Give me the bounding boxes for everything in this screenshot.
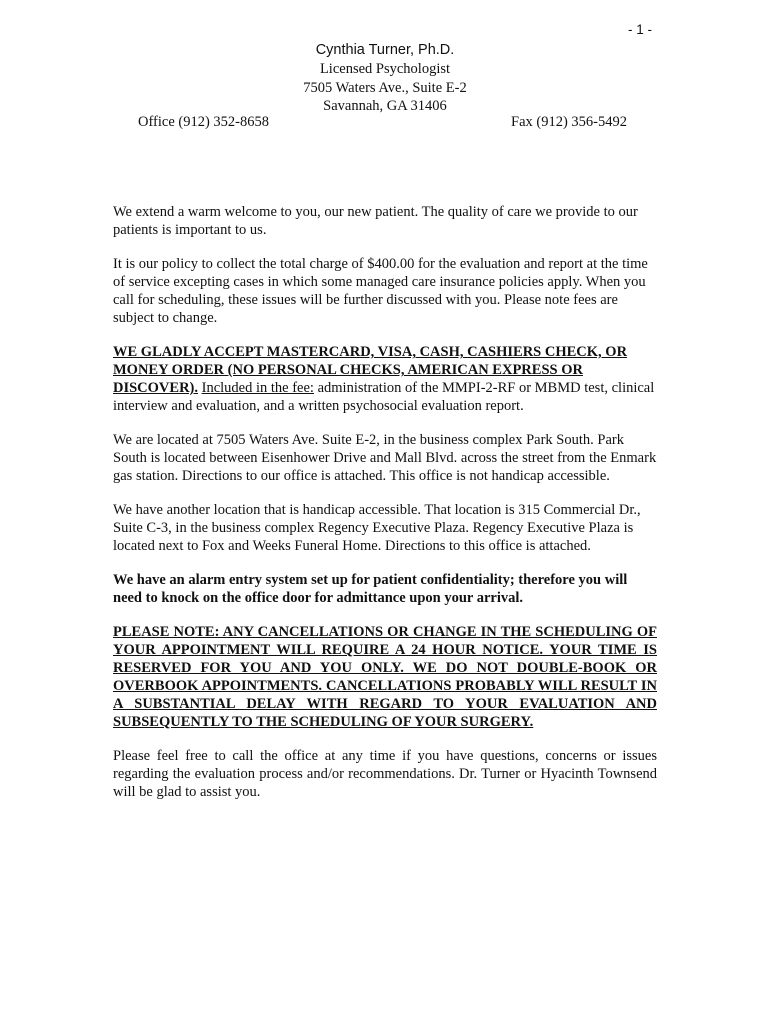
alarm-paragraph: We have an alarm entry system set up for patient confidentiality; therefore you will need to knock on the office door for admittance upon your arrival. [113, 572, 628, 606]
page-number: - 1 - [627, 22, 652, 37]
address-line-2: Savannah, GA 31406 [323, 98, 447, 114]
payment-paragraph [113, 343, 657, 415]
letter-body [113, 203, 657, 817]
doctor-name: Cynthia Turner, Ph.D. [315, 42, 455, 58]
doctor-title: Licensed Psychologist [319, 61, 451, 77]
office-phone: Office (912) 352-8658 [138, 114, 270, 130]
fax-number: Fax (912) 356-5492 [511, 114, 627, 130]
cancellation-notice: PLEASE NOTE: ANY CANCELLATIONS OR CHANGE IN THE SCHEDULING OF YOUR APPOINTMENT WILL REQUIRE A 24 HOUR NOTICE. YOUR TIME IS RESERVED FOR YOU AND YOU ONLY. WE DO NOT DOUBLE-BOOK OR OVERBOOK APPOINTMENTS. CANCELLATIONS PROBABLY WILL RESULT IN A SUBSTANTIAL DELAY WITH REGARD TO YOUR EVALUATION AND SUBSEQUENTLY TO THE SCHEDULING OF YOUR SURGERY. [113, 624, 657, 730]
welcome-paragraph: We extend a warm welcome to you, our new patient. The quality of care we provide to our patients is important to us. [113, 204, 638, 238]
address-line-1: 7505 Waters Ave., Suite E-2 [303, 79, 467, 96]
policy-paragraph: It is our policy to collect the total charge of $400.00 for the evaluation and report at the time of service excepting cases in which some managed care insurance policies apply. When you call for scheduling, these issues will be further discussed with you. Please note fees are subject to change. [113, 256, 648, 326]
letterhead [0, 40, 770, 116]
included-label: Included in the fee: [201, 380, 314, 396]
location-paragraph-1: We are located at 7505 Waters Ave. Suite E-2, in the business complex Park South. Park South is located between Eisenhower Drive and Mall Blvd. across the street from the Enmark gas station. Directions to our office is attached. This office is not handicap accessible. [113, 432, 657, 484]
location-paragraph-2: We have another location that is handicap accessible. That location is 315 Commercial Dr., Suite C-3, in the business complex Regency Executive Plaza. Regency Executive Plaza is located next to Fox and Weeks Funeral Home. Directions to this office is attached. [113, 502, 641, 554]
closing-paragraph: Please feel free to call the office at any time if you have questions, concerns or issues regarding the evaluation process and/or recommendations. Dr. Turner or Hyacinth Townsend will be glad to assist you. [113, 748, 657, 800]
included-text: administration of the MMPI-2-RF or MBMD test, clinical interview and evaluation, and a written psychosocial evaluation report. [113, 380, 655, 414]
payment-methods: WE GLADLY ACCEPT MASTERCARD, VISA, CASH, CASHIERS CHECK, OR MONEY ORDER (NO PERSONAL CHECKS, AMERICAN EXPRESS OR DISCOVER). [113, 344, 628, 396]
